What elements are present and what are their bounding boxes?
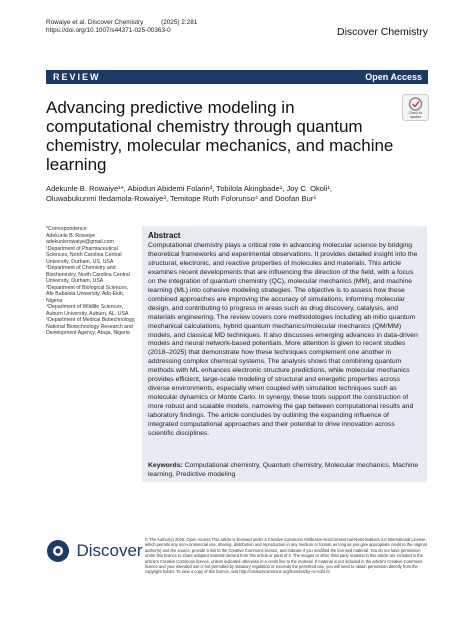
correspondence-email[interactable]: adekunlerowaiye@gmail.com xyxy=(46,239,114,245)
abstract-box xyxy=(142,226,427,482)
affiliation-item: ⁴Department of Wildlife Sciences, Auburn University, Auburn, AL, USA xyxy=(46,304,129,317)
abstract-text: Computational chemistry plays a critical role in advancing molecular science by bridging theoretical frameworks and experimental observations. It provides detailed insight into the structural, electronic, and reactive properties of molecules and materials. This article examines recent developments that are influencing the direction of the field, with a focus on the integration of quantum chemistry (QC), molecular mechanics (MM), and machine learning (ML) into cohesive modeling strategies. The objective is to assess how these combined approaches are improving the accuracy of simulations, informing molecular design, and contributing to progress in areas such as drug discovery, catalysis, and materials engineering. The review covers core methodologies including ab initio quantum mechanical calculations, hybrid quantum mechanics/molecular mechanics (QM/MM) models, and classical MD techniques. It also discusses emerging advances in data-driven models and neural network-based potentials. More attention is given to recent studies (2018–2025) that demonstrate how these techniques complement one another in addressing complex chemical systems. The analysis shows that combining quantum methods with ML enhances electronic structure predictions, while molecular mechanics provides efficient, large-scale modeling of structural and energetic properties across diverse environments, especially when coupled with simulation techniques such as molecular dynamics or Monte Carlo. In synergy, these tools support the construction of more robust and scalable models, narrowing the gap between computational results and laboratory findings. The article concludes by outlining the expanding influence of integrated computational approaches and their potential to drive innovation across scientific disciplines. xyxy=(148,242,418,438)
check-updates-text: Check for updates xyxy=(408,111,423,119)
article-type-band xyxy=(46,70,428,84)
affiliation-item: ¹Department of Pharmaceutical Sciences, North Carolina Central University, Durham, US, USA xyxy=(46,245,122,265)
affiliation-item: ⁵Department of Medical Biotechnology, National Biotechnology Research and Development Agency, Abuja, Nigeria xyxy=(46,317,136,336)
keywords: Keywords: Computational chemistry, Quantum chemistry, Molecular mechanics, Machine learning, Predictive modeling xyxy=(148,462,419,478)
doi-link[interactable]: https://doi.org/10.1007/s44371-025-00363-0 xyxy=(46,27,171,35)
keywords-label: Keywords xyxy=(148,462,181,469)
journal-name: Discover Chemistry xyxy=(336,26,428,38)
correspondence-name: Adekunle B. Rowaiye xyxy=(46,232,96,239)
correspondence-label: *Correspondence: xyxy=(46,226,88,232)
abstract-heading: Abstract xyxy=(148,231,181,240)
keywords-text: Computational chemistry, Quantum chemistry, Molecular mechanics, Machine learning, Predictive modeling xyxy=(148,462,419,478)
affiliation-item: ²Department of Chemistry and Biochemistry, North Carolina Central University, Durham, USA xyxy=(46,265,130,284)
author-line: Adekunle B. Rowaiye¹*, Abiodun Abidemi Folarin², Tobilola Akingbade¹, Joy C. Okoli¹, xyxy=(46,184,333,193)
discover-logo[interactable] xyxy=(46,539,143,563)
check-for-updates-badge[interactable] xyxy=(402,94,429,121)
discover-logo-text: Discover xyxy=(76,541,143,560)
citation-line: Rowaiye et al. Discover Chemistry (2025) 2:281 xyxy=(46,19,198,26)
open-access-label: Open Access xyxy=(365,72,422,82)
article-type-label: REVIEW xyxy=(53,72,101,82)
article-title: Advancing predictive modeling in computational chemistry through quantum chemistry, molecular mechanics, and machine learning xyxy=(46,98,394,174)
license-text: © The Author(s) 2025. Open Access This article is licensed under a Creative Commons Attribution-NonCommercial-NoDerivatives 4.0 International License, which permits any non-commercial use, sharing, distribution and reproduction in any medium or format, as long as you give appropriate credit to the original author(s) and the source, provide a link to the Creative Commons licence, and indicate if you modified the licensed material. You do not have permission under this licence to share adapted material derived from this article or parts of it. The images or other third party material in this article are included in the article's Creative Commons licence, unless indicated otherwise in a credit line to the material. If material is not included in the article's Creative Commons licence and your intended use is not permitted by statutory regulation or exceeds the permitted use, you will need to obtain permission directly from the copyright holder. To view a copy of this licence, visit http://creativecommons.org/licenses/by-nc-nd/4.0/. xyxy=(145,537,427,575)
affiliation-item: ³Department of Biological Sciences, Afe Babalola University, Ado-Ekiti, Nigeria xyxy=(46,284,129,304)
affiliations xyxy=(46,226,136,337)
author-line: Oluwabukunmi Ifedamola-Rowaiye³, Temitope Ruth Folorunso⁴ and Doofan Bur⁵ xyxy=(46,194,317,203)
author-list xyxy=(46,184,431,204)
discover-logo-icon xyxy=(46,539,70,563)
citation-header xyxy=(46,19,197,35)
